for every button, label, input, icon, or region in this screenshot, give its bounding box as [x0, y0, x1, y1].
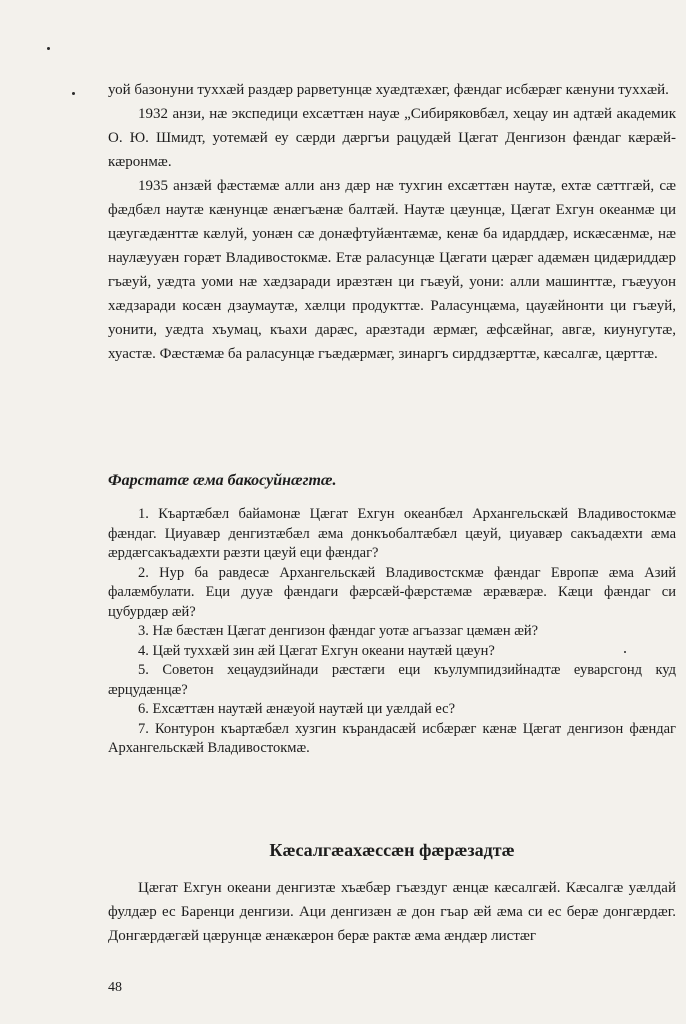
questions-list	[108, 505, 676, 759]
ink-speck	[72, 92, 75, 95]
section-heading-text: Кæсалгæахæссæн фæрæзадтæ	[269, 840, 515, 860]
question-item: 5. Советон хецаудзийнади рæстæги еци къулумпидзийнадтæ еуварсгонд куд æрцудæнцæ?	[108, 662, 676, 698]
questions-heading-text: Фарстатæ æма бакосуйнæгтæ.	[108, 472, 337, 489]
section-paragraph: Цæгат Ехгун океани денгизтæ хъæбæр гъæздуг æнцæ кæсалгæй. Кæсалгæ уæлдай фулдæр ес Баренци денгизи. Аци денгизæн æ дон гъар æй æма си ес берæ донгæрдæг. Донгæрдæгæй цæрунцæ æнæкæрон берæ рактæ æма æндæр листæг	[108, 880, 676, 944]
intro-paragraph-3: 1935 анзæй фæстæмæ алли анз дæр нæ тухгин ехсæттæн наутæ, ехтæ сæттгæй, сæ фæдбæл наутæ кæнунцæ æнæгъæнæ балтæй. Наутæ цæунцæ, Цæгат Ехгун океанмæ ци цæугæдæнттæ кæлуй, уонæн сæ донæфтуйæнтæмæ, кенæ ба идарддæр, искæсæнмæ, нæ наулæууæн горæт Владивостокмæ. Етæ раласунцæ Цæгати цæрæг адæмæн цидæриддæр гъæуй, уæдта уоми нæ хæдзаради ирæзтæн ци гъæуй, уони: алли машинттæ, гъæууон хæдзаради косæн дзаумаутæ, хæлци продукттæ. Раласунцæма, цауæйнонти ци гъæуй, уонити, уæдта хъумац, къахи дарæс, арæзтади æрмæг, æфсæйнаг, авгæ, киунугутæ, хуастæ. Фæстæмæ ба раласунцæ гъæдæрмæг, зинаргъ сирддзæрттæ, кæсалгæ, цæрттæ.	[108, 178, 676, 362]
intro-paragraph-1: уой базонуни туххæй раздæр рарветунцæ хуæдтæхæг, фæндаг исбæрæг кæнуни туххæй.	[108, 82, 669, 98]
page-number: 48	[108, 980, 122, 995]
ink-speck	[47, 47, 50, 50]
section-body	[108, 876, 676, 948]
intro-paragraph-2: 1932 анзи, нæ экспедици ехсæттæн науæ „Сибиряковбæл, хецау ин адтæй академик О. Ю. Шмидт, уотемæй еу сæрди дæргъи рацудæй Цæгат Денгизон фæндаг кæрæй-кæронмæ.	[108, 106, 676, 170]
question-item: 1. Къартæбæл байамонæ Цæгат Ехгун океанбæл Архангельскæй Владивостокмæ фæндаг. Циуавæр денгизтæбæл æма донкъобалтæбæл цæуй, циуавæр сакъадæхти æма æрдæгсакъадæхти рæзти цæуй еци фæндаг?	[108, 506, 676, 561]
section-heading	[108, 838, 676, 862]
intro-block	[108, 78, 676, 366]
question-item: 6. Ехсæттæн наутæй æнæуой наутæй ци уæлдай ес?	[138, 701, 456, 717]
question-item: 7. Контурон къартæбæл хузгин кърандасæй исбæрæг кæнæ Цæгат денгизон фæндаг Архангельскæй Владивостокмæ.	[108, 720, 676, 756]
question-item: 3. Нæ бæстæн Цæгат денгизон фæндаг уотæ агъаззаг цæмæн æй?	[138, 623, 539, 639]
question-item: 4. Цæй туххæй зин æй Цæгат Ехгун океани наутæй цæун?	[138, 642, 495, 659]
question-item: 2. Нур ба равдесæ Архангельскæй Владивостскмæ фæндаг Европæ æма Азий фалæмбулати. Еци дууæ фæндаги фæрсæй-фæрстæмæ æрæвæрæ. Кæци фæндаг си цубурдæр æй?	[108, 564, 676, 620]
questions-heading	[108, 470, 676, 492]
